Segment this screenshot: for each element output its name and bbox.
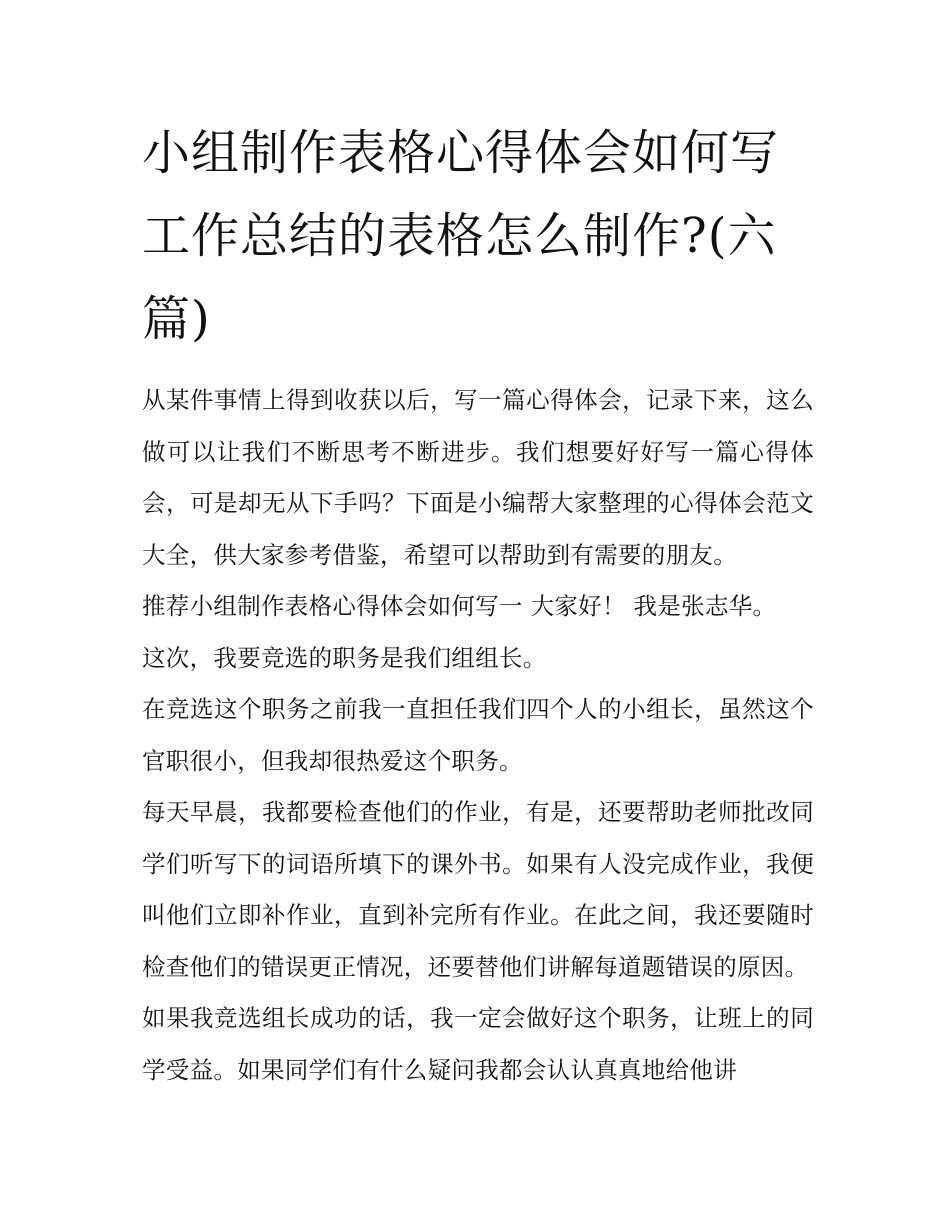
paragraph-intro: 从某件事情上得到收获以后，写一篇心得体会，记录下来，这么做可以让我们不断思考不断进步。我们想要好好写一篇心得体会，可是却无从下手吗？下面是小编帮大家整理的心得体会范文大全，供大家参考借鉴，希望可以帮助到有需要的朋友。 [142, 386, 814, 569]
document-title: 小组制作表格心得体会如何写工作总结的表格怎么制作?(六篇) [142, 125, 780, 347]
paragraph-experience: 在竞选这个职务之前我一直担任我们四个人的小组长，虽然这个官职很小，但我却很热爱这个职务。 [142, 695, 814, 775]
paragraph-position: 这次，我要竞选的职务是我们组组长。 [142, 643, 547, 672]
document-page [142, 112, 814, 1096]
paragraph-promise: 如果我竞选组长成功的话，我一定会做好这个职务，让班上的同学受益。如果同学们有什么疑问我都会认认真真地给他讲 [142, 1004, 814, 1084]
paragraph-greeting: 推荐小组制作表格心得体会如何写一 大家好！ 我是张志华。 [142, 592, 777, 620]
paragraph-duties: 每天早晨，我都要检查他们的作业，有是，还要帮助老师批改同学们听写下的词语所填下的课外书。如果有人没完成作业，我便叫他们立即补作业，直到补完所有作业。在此之间，我还要随时检查他们的错误更正情况，还要替他们讲解每道题错误的原因。 [142, 798, 814, 981]
